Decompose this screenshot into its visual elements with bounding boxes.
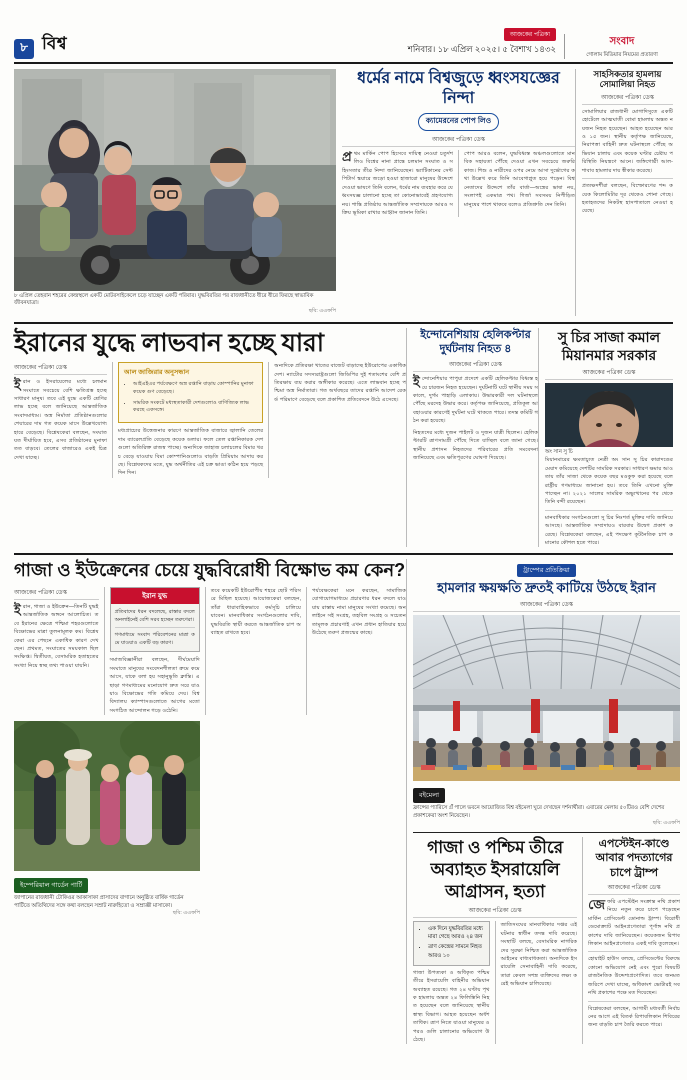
protest-sidebox	[110, 587, 200, 652]
iran-block	[14, 328, 406, 548]
suchi-headline: সু চির সাজা কমাল মিয়ানমার সরকার	[557, 328, 661, 363]
gaza2-tick-item: • ত্রাণ কেন্দ্রের সামনে নিহত আরও ১০	[428, 943, 485, 959]
book-fair-photo	[413, 615, 680, 781]
date-line: শনিবার। ১৮ এপ্রিল ২০২৫। ৫ বৈশাখ ১৪৩২	[407, 44, 556, 54]
japan-garden-party-photo	[14, 721, 200, 871]
japan-photo-caption: জাপানের রাজধানী টোকিওর আকাসাকা প্রাসাদের বাগানে অনুষ্ঠিত বার্ষিক গার্ডেন পার্টিতে অতিথিদের সঙ্গে কথা বলছেন সম্রাট নারুহিতো ও সম্রাজ্ঞী মাসাকো।	[14, 895, 184, 909]
iran-body-col1: ইরান ও ইসরায়েলের মধ্যে চলমান সংঘাতে সবচেয়ে বেশি ক্ষতিগ্রস্ত হচ্ছে সাধারণ মানুষ। তবে এই যুদ্ধে একটি শ্রেণির লাভ হচ্ছে বলে জানিয়েছে আন্তর্জাতিক সংবাদমাধ্যম। অস্ত্র নির্মাতা প্রতিষ্ঠানগুলোর শেয়ারের দাম গত কয়েক মাসে উল্লেখযোগ্য হারে বেড়েছে। বিশ্লেষকেরা বলছেন, সংঘাত যত দীর্ঘায়িত হবে, এসব প্রতিষ্ঠানের মুনাফা তত বাড়বে। তেলের বাজারেও একই চিত্র দেখা যাচ্ছে।	[14, 377, 107, 461]
japan-photo-art	[14, 721, 200, 871]
helicopter-body: ইন্দোনেশিয়ার পাপুয়া প্রদেশে একটি হেলিকপ্টার বিধ্বস্ত হয়ে চারজন নিহত হয়েছেন। দুর্ঘটনাটি ঘটে স্থানীয় সময় সকালে, দুর্গম পাহাড়ি এলাকায়। উদ্ধারকারী দল ঘটনাস্থলে পৌঁছে মরদেহ উদ্ধার করে। কর্তৃপক্ষ জানিয়েছে, প্রতিকূল আবহাওয়ার কারণেই দুর্ঘটনা ঘটে থাকতে পারে। তদন্ত কমিটি গঠন করা হয়েছে।	[413, 374, 538, 425]
masthead	[14, 28, 673, 64]
top-right-column	[575, 69, 673, 316]
iran-factbox	[118, 362, 263, 423]
somalia-body-2: প্রত্যক্ষদর্শীরা বলছেন, বিস্ফোরণের শব্দ কয়েক কিলোমিটার দূর থেকেও শোনা গেছে। হতাহতদের নিকটস্থ হাসপাতালে নেওয়া হয়েছে।	[581, 183, 673, 215]
trump-reaction-tag: ট্রাম্পের প্রতিক্রিয়া	[517, 564, 576, 577]
iran-section	[14, 322, 673, 548]
iran-recovery-headline: হামলার ক্ষয়ক্ষতি দ্রুতই কাটিয়ে উঠছে ইরান	[437, 580, 656, 596]
protest-sidebox-item-1: প্রতিবাদের ধরন বদলেছে, রাস্তার বদলে অনলাইনেই বেশি সরব হচ্ছেন তরুণেরা।	[114, 608, 195, 623]
top-headline: ধর্মের নামে বিশ্বজুড়ে ধ্বংসযজ্ঞের নিন্দা	[357, 70, 560, 107]
protest-sidebox-title: ইরান যুদ্ধ	[111, 588, 199, 604]
iran-byline: আজকের পত্রিকা ডেস্ক	[14, 362, 107, 375]
gaza2-body-col1: গাজা উপত্যকা ও অধিকৃত পশ্চিম তীরে ইসরায়েলি বাহিনীর অভিযান অব্যাহত রয়েছে। গত ২৪ ঘণ্টায় পৃথক হামলায় অন্তত ২৪ ফিলিস্তিনি নিহত হয়েছেন বলে জানিয়েছে স্থানীয় স্বাস্থ্য বিভাগ। আহত হয়েছেন অর্ধশতাধিক। ত্রাণ নিতে যাওয়া মানুষের ওপরও গুলি চালানোর অভিযোগ উঠেছে।	[413, 969, 490, 1044]
book-fair-art	[413, 615, 680, 781]
top-body-col1: প্রথম মার্কিন পোপ হিসেবে দায়িত্ব নেওয়া চতুর্দশ লিও বিশ্বের নানা প্রান্তে চলমান সংঘাত ও সহিংসতার তীব্র নিন্দা জানিয়েছেন। ভ্যাটিকানের সেন্ট পিটার্স স্কয়ারে জড়ো হওয়া হাজারো মানুষের উদ্দেশে দেওয়া ভাষণে তিনি বলেন, ধর্মের নাম ব্যবহার করে যে ধ্বংসযজ্ঞ চালানো হচ্ছে তা কোনোভাবেই গ্রহণযোগ্য নয়। শান্তি প্রতিষ্ঠায় আন্তর্জাতিক সম্প্রদায়কে আরও সক্রিয় ভূমিকা রাখার আহ্বান জানান তিনি।	[342, 149, 453, 216]
protest-sidebox-item-2: গণমাধ্যমে সংবাদ পরিবেশনের মাত্রা কমে যাওয়াও একটি বড় কারণ।	[114, 632, 195, 647]
protest-block	[14, 559, 406, 1044]
top-photo-caption: ৮ এপ্রিল তেহরান শহরের কেন্দ্রস্থলে একটি মোটরসাইকেলে চড়ে যাচ্ছেন একটি পরিবার। যুদ্ধবিরতির পর রাজধানীতে ধীরে ধীরে ফিরছে স্বাভাবিক জীবনযাত্রা।	[14, 293, 314, 307]
japan-photo-tag: ইম্পেরিয়াল গার্ডেন পার্টি	[14, 878, 88, 893]
gaza2-tick-item: • এক দিনে যুদ্ধবিরতির মধ্যে মারা গেছে আরও ২৪ জন	[428, 925, 485, 941]
helicopter-block	[406, 328, 538, 548]
somalia-body: সোমালিয়ার রাজধানী মোগাদিসুতে একটি হোটেলে আত্মঘাতী বোমা হামলায় অন্তত নয়জন নিহত হয়েছেন। আহত হয়েছেন আরও ১৫ জন। স্থানীয় কর্তৃপক্ষ জানিয়েছে, নিরাপত্তা বাহিনী দ্রুত ঘটনাস্থলে পৌঁছে অভিযান চালায় এবং কয়েক ঘণ্টার চেষ্টায় পরিস্থিতি নিয়ন্ত্রণে আনে। জঙ্গিগোষ্ঠী আল-শাবাব হামলার দায় স্বীকার করেছে।	[581, 108, 673, 174]
page-number: ৮	[14, 39, 34, 59]
suchi-block	[538, 328, 673, 548]
epstein-byline: আজকের পত্রিকা ডেস্ক	[588, 882, 680, 895]
masthead-date-block	[67, 28, 564, 59]
iran-headline: ইরানের যুদ্ধে লাভবান হচ্ছে যারা	[14, 328, 324, 357]
section-title: বিশ্ব	[42, 34, 68, 53]
book-fair-tag: বইমেলা	[413, 788, 445, 803]
iran-body-col3: অন্যদিকে প্রতিরক্ষা খাতের বাজেট বাড়াচ্ছে ইউরোপের একাধিক দেশ। ন্যাটোর সদস্যরাষ্ট্রগুলো জিডিপির দুই শতাংশের বেশি প্রতিরক্ষায় ব্যয় করার অঙ্গীকার করেছে। এতে লাভবান হচ্ছে পশ্চিমা অস্ত্র নির্মাতারা। গত অর্থবছরে তাদের রপ্তানি আদেশ রেকর্ড পরিমাণে বেড়েছে বলে প্রকাশিত প্রতিবেদনে উঠে এসেছে।	[274, 363, 406, 403]
gaza2-headline: গাজা ও পশ্চিম তীরে অব্যাহত ইসরায়েলি আগ্রাসন, হত্যা	[427, 837, 564, 902]
epstein-block	[582, 837, 680, 1045]
epstein-body-2: হোয়াইট হাউস বলছে, প্রেসিডেন্টের বিরুদ্ধে কোনো অভিযোগ নেই এবং পুরো বিষয়টি রাজনৈতিক উদ্দেশ্যপ্রণোদিত। তবে জনমত জরিপে দেখা যাচ্ছে, অধিকাংশ ভোটারই সব নথি প্রকাশের পক্ষে মত দিয়েছেন।	[588, 956, 680, 997]
book-fair-caption: ফ্রান্সের প্যারিসে গ্রঁ পালে ভবনে আয়োজিত বিশ্ব বইমেলা ঘুরে দেখছেন দর্শনার্থীরা। এবারের মেলায় ৫০টিরও বেশি দেশের প্রকাশকেরা অংশ নিয়েছেন।	[413, 805, 665, 819]
iran-recovery-byline: আজকের পত্রিকা ডেস্ক	[413, 599, 680, 612]
epstein-body-3: বিশ্লেষকেরা বলছেন, আগামী মধ্যবর্তী নির্বাচনের আগে এই বিতর্ক রিপাবলিকান শিবিরের জন্য বাড়তি চাপ তৈরি করতে পারে।	[588, 1005, 680, 1029]
book-fair-credit: ছবি: এএফপি	[652, 819, 680, 826]
iran-factbox-title: আল জাজিরার অনুসন্ধান	[123, 369, 190, 377]
top-body-col2: পোপ আরও বলেন, যুদ্ধবিধ্বস্ত অঞ্চলগুলোতে মানবিক সহায়তা পৌঁছে দেওয়া এখন সবচেয়ে জরুরি কাজ। শিশু ও নারীদের ওপর নেমে আসা দুর্ভোগের কথা উল্লেখ করে তিনি আবেগাপ্লুত হয়ে পড়েন। বিশ্বনেতাদের উদ্দেশে তাঁর বার্তা—অস্ত্রের ভাষা নয়, সংলাপই একমাত্র পথ। গির্জা সবসময় নিপীড়িত মানুষের পাশে থাকবে বলেও প্রতিশ্রুতি দেন তিনি।	[458, 150, 575, 217]
epstein-headline: এপস্টেইন-কাণ্ডে আবার পদত্যাগের চাপে ট্রাম্প	[595, 837, 673, 879]
top-story-text	[336, 69, 575, 316]
suchi-body-2: মানবাধিকার সংগঠনগুলো সু চির নিঃশর্ত মুক্তির দাবি জানিয়ে আসছে। আন্তর্জাতিক সম্প্রদায়ও বারবার উদ্বেগ প্রকাশ করেছে। বিশ্লেষকেরা বলছেন, এই পদক্ষেপ কূটনৈতিক চাপ কমানোর কৌশল হতে পারে।	[545, 514, 673, 547]
protest-body-col1: ইরান, গাজা ও ইউক্রেন—তিনটি যুদ্ধই আন্তর্জাতিক অঙ্গনে আলোচিত। তবে ইরানের ক্ষেত্রে পশ্চিমা শহরগুলোতে বিক্ষোভের মাত্রা তুলনামূলক কম। বিশ্লেষকেরা এর পেছনে একাধিক কারণ দেখছেন। প্রথমত, সংঘাতের সময়কাল ছিল সংক্ষিপ্ত। দ্বিতীয়ত, বেসামরিক হতাহতের সংখ্যা নিয়ে স্বচ্ছ তথ্য পাওয়া যায়নি।	[14, 601, 99, 669]
somalia-headline: সাহসিকতার হামলায় সোমালিয়া নিহত	[593, 69, 662, 90]
photo-art	[14, 69, 336, 291]
suchi-body: মিয়ানমারের ক্ষমতাচ্যুত নেত্রী অং সান সু চির কারাদণ্ডের মেয়াদ কমিয়েছে দেশটির সামরিক সরকার। সাধারণ ক্ষমার আওতায় তাঁর সাজা থেকে কয়েক বছর মওকুফ করা হয়েছে বলে রাষ্ট্রীয় গণমাধ্যমে জানানো হয়। তবে তিনি এখনো মুক্তি পাচ্ছেন না। ২০২১ সালের সামরিক অভ্যুত্থানের পর থেকে তিনি বন্দী রয়েছেন।	[545, 457, 673, 506]
top-byline: আজকের পত্রিকা ডেস্ক	[342, 134, 575, 147]
protest-body-col4: পর্যবেক্ষকেরা মনে করছেন, সামাজিক যোগাযোগমাধ্যমে প্রচারণার ধরন বদলে যাওয়ায় রাস্তায় নামা মানুষের সংখ্যা কমেছে। অনলাইনে সই সংগ্রহ, তহবিল সংগ্রহ ও সচেতনতামূলক প্রচারণাই এখন প্রধান হাতিয়ার হয়ে উঠেছে তরুণ প্রজন্মের কাছে।	[312, 587, 406, 636]
helicopter-body-2: নিহতদের মধ্যে দুজন পাইলট ও দুজন যাত্রী ছিলেন। হেলিকপ্টারটি ত্রাণসামগ্রী পৌঁছে দিতে যাচ্ছিল বলে জানা গেছে। স্থানীয় প্রশাসন নিহতদের পরিবারের প্রতি সমবেদনা জানিয়েছে এবং ক্ষতিপূরণের ঘোষণা দিয়েছে।	[413, 429, 538, 461]
japan-photo-block	[14, 721, 406, 918]
brand-label: সংবাদ	[609, 35, 635, 47]
top-photo-column	[14, 69, 336, 316]
helicopter-headline: ইন্দোনেশিয়ায় হেলিকপ্টার দুর্ঘটনায় নিহত ৪	[420, 328, 531, 355]
iran-factbox-item: • আইএইএর পর্যবেক্ষণে অস্ত্র রপ্তানি বাড়ায় কোম্পানির মুনাফা কয়েক গুণ বেড়েছে।	[133, 381, 257, 397]
gaza2-body-col2: জাতিসংঘের মানবাধিকার দপ্তর এই ঘটনার স্বাধীন তদন্ত দাবি করেছে। সংস্থাটি বলছে, বেসামরিক নাগরিকদের সুরক্ষা নিশ্চিত করা আন্তর্জাতিক আইনের বাধ্যবাধকতা। অন্যদিকে ইসরায়েলি সেনাবাহিনী দাবি করেছে, তারা কেবল সশস্ত্র ব্যক্তিদের লক্ষ্য করেই অভিযান চালিয়েছে।	[500, 922, 578, 988]
helicopter-byline: আজকের পত্রিকা ডেস্ক	[413, 359, 538, 372]
lower-section	[14, 553, 680, 1044]
masthead-brand	[564, 34, 673, 59]
protest-headline: গাজা ও ইউক্রেনের চেয়ে যুদ্ধবিরোধী বিক্ষোভ কম কেন?	[14, 560, 406, 581]
gaza2-ticks	[413, 921, 490, 965]
top-kicker: ক্যামেরনের পোপ লিও	[418, 113, 499, 131]
suchi-photo-caption: অং সান সু চি	[545, 448, 573, 455]
protest-body-col3: তবে কয়েকটি ইউরোপীয় শহরে ছোট পরিসরে মিছিল হয়েছে। আয়োজকেরা বলছেন, তাঁরা ধারাবাহিকভাবে কর্মসূচি চালিয়ে যাবেন। মানবাধিকার সংগঠনগুলোর দাবি, যুদ্ধবিরতি স্থায়ী করতে আন্তর্জাতিক চাপ অব্যাহত রাখতে হবে।	[210, 587, 302, 636]
today-paper-tag: আজকের পত্রিকা	[504, 28, 556, 41]
family-on-motorcycle-photo	[14, 69, 336, 291]
iran-factbox-item: • সামরিক সংকটে মধ্যস্থতাকারী দেশগুলোও বাণিজ্যিক লাভ করছে একসঙ্গে।	[133, 400, 257, 416]
protest-body-col2: সমাজবিজ্ঞানীরা বলছেন, দীর্ঘমেয়াদি সংঘাতে মানুষের সংবেদনশীলতা ক্রমে কমে আসে, যাকে বলা হয় সহানুভূতি ক্লান্তি। এ ছাড়া গণমাধ্যমের মনোযোগ দ্রুত সরে যাওয়াও বিক্ষোভের গতি কমিয়ে দেয়। বিশ্ববিদ্যালয় ক্যাম্পাসগুলোতে আগের মতো সংগঠিত আন্দোলন গড়ে ওঠেনি।	[109, 657, 200, 714]
somalia-byline: আজকের পত্রিকা ডেস্ক	[582, 92, 673, 105]
iran-body-col2: মধ্যপ্রাচ্যের উত্তেজনার কারণে আন্তর্জাতিক বাজারে জ্বালানি তেলের দাম ব্যারেলপ্রতি বেড়েছে কয়েক ডলার। ফলে তেল রপ্তানিকারক দেশগুলো অতিরিক্ত রাজস্ব পাচ্ছে। অন্যদিকে জাহাজ চলাচলের বিমার খরচ বেড়ে যাওয়ায় বিমা কোম্পানিগুলোও বাড়তি প্রিমিয়াম আদায় করছে। বিশ্লেষকদের মতে, যুদ্ধ অর্থনীতির এই চক্র ভাঙা কঠিন হয়ে পড়ছে দিন দিন।	[117, 428, 264, 477]
suchi-portrait-art	[545, 383, 673, 447]
japan-photo-credit: ছবি: এএফপি	[172, 909, 200, 916]
epstein-body: জেফরি এপস্টেইন সংক্রান্ত নথি প্রকাশ নিয়ে নতুন করে চাপে পড়েছেন মার্কিন প্রেসিডেন্ট ডোনাল্ড ট্রাম্প। বিরোধী ডেমোক্র্যাট আইনপ্রণেতারা পূর্ণাঙ্গ নথি প্রকাশের দাবি জানিয়েছেন। কয়েকজন রিপাবলিকান আইনপ্রণেতাও একই দাবি তুলেছেন।	[588, 896, 680, 947]
gaza2-byline: আজকের পত্রিকা ডেস্ক	[413, 905, 577, 918]
top-photo-credit: ছবি: এএফপি	[308, 307, 336, 314]
brand-subtitle: গোলাম মিডিয়ার নিয়মের প্রতারণা	[586, 51, 658, 58]
suchi-byline: আজকের পত্রিকা ডেস্ক	[545, 367, 673, 380]
gaza2-block	[413, 837, 582, 1045]
protest-byline: আজকের পত্রিকা ডেস্ক	[14, 587, 99, 600]
suchi-photo	[545, 383, 673, 447]
right-lower-column	[406, 559, 680, 1044]
top-story-block	[14, 69, 673, 316]
